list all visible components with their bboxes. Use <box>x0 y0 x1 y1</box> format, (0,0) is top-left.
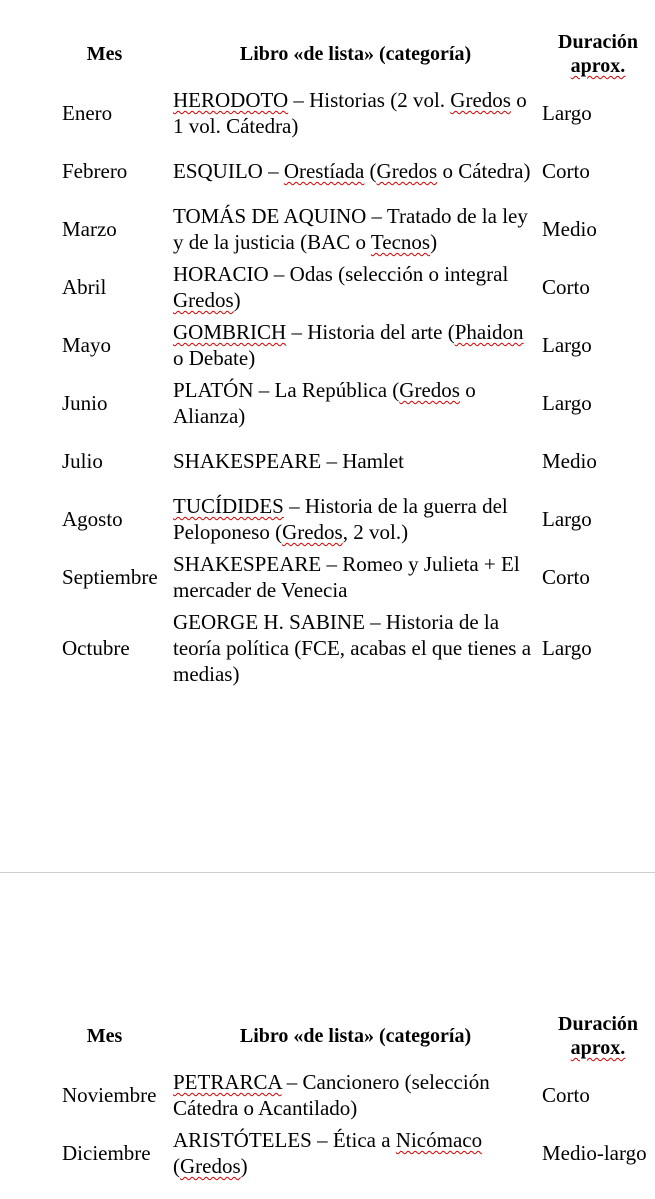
libro-text: Gredos <box>180 1154 241 1178</box>
row-duracion: Largo <box>542 391 592 415</box>
row-duracion: Medio <box>542 217 597 241</box>
row-libro <box>169 258 538 316</box>
libro-text: Gredos <box>399 378 460 402</box>
libro-text: Gredos <box>376 159 438 183</box>
table-row <box>60 548 652 606</box>
header-duracion <box>538 24 652 84</box>
libro-text: o 1 vol. Cátedra) <box>173 88 527 138</box>
libro-text: TOMÁS DE AQUINO – Tratado de la ley y de la justicia (BAC o <box>173 204 528 254</box>
header-duracion-line1: Duración <box>558 1013 638 1035</box>
row-mes: Enero <box>62 101 113 125</box>
header-libro: Libro «de lista» (categoría) <box>239 1025 472 1047</box>
libro-text: Gredos <box>450 88 511 112</box>
header-duracion <box>538 1006 652 1066</box>
libro-text: Phaidon <box>454 320 524 344</box>
libro-text: o Debate) <box>173 346 256 370</box>
row-mes: Abril <box>62 275 107 299</box>
row-libro <box>169 200 538 258</box>
row-libro <box>169 1124 538 1182</box>
row-libro: SHAKESPEARE – Romeo y Julieta + El mercader de Venecia <box>173 552 520 602</box>
author-text: GOMBRICH <box>173 320 287 344</box>
reading-table-1 <box>60 24 652 690</box>
table-row <box>60 606 652 690</box>
header-duracion-line2: aprox. <box>570 1037 626 1059</box>
table-header-row <box>60 1006 652 1066</box>
author-text: HERODOTO <box>173 88 289 112</box>
row-mes: Marzo <box>62 217 117 241</box>
header-libro: Libro «de lista» (categoría) <box>239 43 472 65</box>
row-libro: GEORGE H. SABINE – Historia de la teoría política (FCE, acabas el que tienes a medias) <box>173 610 532 686</box>
row-libro: SHAKESPEARE – Hamlet <box>173 449 404 473</box>
table-row <box>60 200 652 258</box>
table-row <box>60 432 652 490</box>
reading-table-2 <box>60 1006 652 1182</box>
row-mes: Julio <box>62 449 103 473</box>
row-libro <box>169 374 538 432</box>
libro-text: – Historias (2 vol. <box>288 88 451 112</box>
libro-text: – Cancionero (selección Cátedra o Acantilado) <box>173 1070 490 1120</box>
row-mes: Septiembre <box>62 565 158 589</box>
libro-text: Orestíada <box>283 159 365 183</box>
row-mes: Noviembre <box>62 1083 157 1107</box>
row-mes: Agosto <box>62 507 123 531</box>
header-duracion-line1: Duración <box>558 31 638 53</box>
table-row <box>60 1124 652 1182</box>
libro-text: o Alianza) <box>173 378 476 428</box>
row-mes: Octubre <box>62 636 130 660</box>
libro-text: PLATÓN – La República ( <box>173 378 400 402</box>
table-row <box>60 142 652 200</box>
row-duracion: Corto <box>542 275 590 299</box>
libro-text: ( <box>173 1154 180 1178</box>
libro-text: ) <box>240 1154 248 1178</box>
row-mes: Junio <box>62 391 108 415</box>
row-duracion: Corto <box>542 159 590 183</box>
libro-text: Gredos <box>173 288 234 312</box>
row-duracion: Medio <box>542 449 597 473</box>
libro-text: ) <box>430 230 438 254</box>
libro-text: Gredos <box>282 520 343 544</box>
libro-text: ESQUILO – <box>173 159 284 183</box>
table-row <box>60 1066 652 1124</box>
document-page-2 <box>0 874 655 1199</box>
libro-text: o Cátedra) <box>437 159 531 183</box>
row-duracion: Corto <box>542 565 590 589</box>
table-row <box>60 374 652 432</box>
row-duracion: Medio-largo <box>542 1141 647 1165</box>
libro-text: ( <box>364 159 377 183</box>
table-row <box>60 258 652 316</box>
libro-text: Tecnos <box>370 230 431 254</box>
libro-text: – Historia del arte ( <box>286 320 455 344</box>
row-mes: Diciembre <box>62 1141 151 1165</box>
row-duracion: Largo <box>542 507 592 531</box>
header-mes: Mes <box>86 43 123 65</box>
table-row <box>60 316 652 374</box>
row-libro <box>169 84 538 142</box>
row-libro <box>169 1066 538 1124</box>
libro-text: , 2 vol.) <box>342 520 409 544</box>
table-row <box>60 490 652 548</box>
row-duracion: Largo <box>542 101 592 125</box>
table-header-row <box>60 24 652 84</box>
row-libro <box>169 490 538 548</box>
author-text: PETRARCA <box>173 1070 282 1094</box>
libro-text: HORACIO – Odas (selección o integral <box>173 262 509 286</box>
header-mes: Mes <box>86 1025 123 1047</box>
libro-text: ) <box>233 288 241 312</box>
libro-text: ARISTÓTELES – Ética a <box>173 1128 396 1152</box>
header-duracion-line2: aprox. <box>570 55 626 77</box>
row-duracion: Largo <box>542 333 592 357</box>
row-duracion: Corto <box>542 1083 590 1107</box>
libro-text: Nicómaco <box>395 1128 483 1152</box>
page-divider <box>0 872 655 873</box>
row-mes: Mayo <box>62 333 111 357</box>
table-row <box>60 84 652 142</box>
row-libro <box>169 142 538 200</box>
row-libro <box>169 316 538 374</box>
row-mes: Febrero <box>62 159 128 183</box>
libro-text: – Historia de la guerra del Peloponeso ( <box>173 494 508 544</box>
author-text: TUCÍDIDES <box>173 494 284 518</box>
row-duracion: Largo <box>542 636 592 660</box>
